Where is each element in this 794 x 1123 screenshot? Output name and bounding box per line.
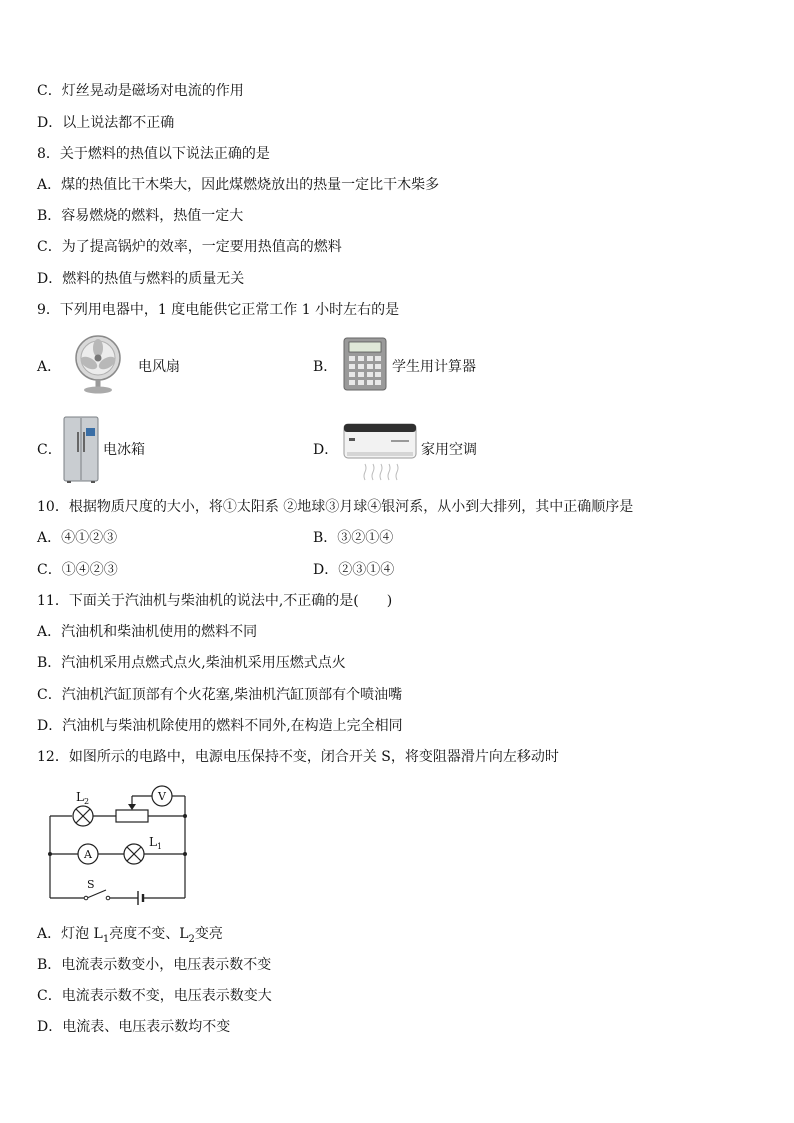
q8-option-c: C．为了提高锅炉的效率，一定要用热值高的燃料 — [37, 239, 342, 255]
refrigerator-icon — [63, 416, 99, 484]
circuit-label-l1: $L_1$ — [149, 835, 163, 851]
q11-option-c: C．汽油机汽缸顶部有个火花塞,柴油机汽缸顶部有个喷油嘴 — [37, 687, 403, 703]
q8-option-a: A．煤的热值比干木柴大，因此煤燃烧放出的热量一定比干木柴多 — [37, 177, 440, 193]
circuit-label-switch: S — [87, 878, 95, 891]
q10-option-b: B．③②①④ — [313, 530, 394, 546]
electric-fan-icon — [70, 334, 126, 394]
circuit-label-voltmeter: V — [158, 790, 166, 803]
calculator-icon — [343, 337, 387, 391]
q9-option-c-letter: C． — [37, 442, 62, 458]
q9-option-a-text: 电风扇 — [138, 359, 180, 375]
q12-stem: 12．如图所示的电路中，电源电压保持不变，闭合开关 S，将变阻器滑片向左移动时 — [37, 749, 559, 765]
q11-option-a: A．汽油机和柴油机使用的燃料不同 — [37, 624, 258, 640]
q9-option-b-text: 学生用计算器 — [392, 359, 476, 375]
q10-option-a: A．④①②③ — [37, 530, 118, 546]
q9-option-b-letter: B． — [313, 359, 338, 375]
q10-stem: 10．根据物质尺度的大小，将①太阳系 ②地球③月球④银河系，从小到大排列，其中正确顺序是 — [37, 499, 634, 515]
circuit-label-ammeter: A — [84, 848, 92, 861]
q7-option-d: D．以上说法都不正确 — [37, 115, 175, 131]
q9-option-d-letter: D． — [313, 442, 339, 458]
air-conditioner-icon — [343, 422, 417, 482]
q12-option-a: A．灯泡 $L_1$亮度不变、$L_2$变亮 — [37, 926, 223, 945]
q10-option-d: D．②③①④ — [313, 562, 395, 578]
circuit-diagram — [40, 782, 190, 906]
q11-stem: 11．下面关于汽油机与柴油机的说法中,不正确的是( ) — [37, 593, 393, 609]
q11-option-b: B．汽油机采用点燃式点火,柴油机采用压燃式点火 — [37, 655, 346, 671]
q9-option-a-letter: A． — [37, 359, 62, 375]
q8-option-d: D．燃料的热值与燃料的质量无关 — [37, 271, 245, 287]
q7-option-c: C．灯丝晃动是磁场对电流的作用 — [37, 83, 244, 99]
q9-stem: 9．下列用电器中，1 度电能供它正常工作 1 小时左右的是 — [37, 302, 400, 318]
q11-option-d: D．汽油机与柴油机除使用的燃料不同外,在构造上完全相同 — [37, 718, 403, 734]
q12-option-c: C．电流表示数不变，电压表示数变大 — [37, 988, 272, 1004]
circuit-label-l2: $L_2$ — [76, 790, 90, 806]
q9-option-c-text: 电冰箱 — [103, 442, 145, 458]
q10-option-c: C．①④②③ — [37, 562, 118, 578]
q8-option-b: B．容易燃烧的燃料，热值一定大 — [37, 208, 244, 224]
q8-stem: 8．关于燃料的热值以下说法正确的是 — [37, 146, 270, 162]
q12-option-b: B．电流表示数变小，电压表示数不变 — [37, 957, 272, 973]
q12-option-d: D．电流表、电压表示数均不变 — [37, 1019, 231, 1035]
q9-option-d-text: 家用空调 — [421, 442, 477, 458]
